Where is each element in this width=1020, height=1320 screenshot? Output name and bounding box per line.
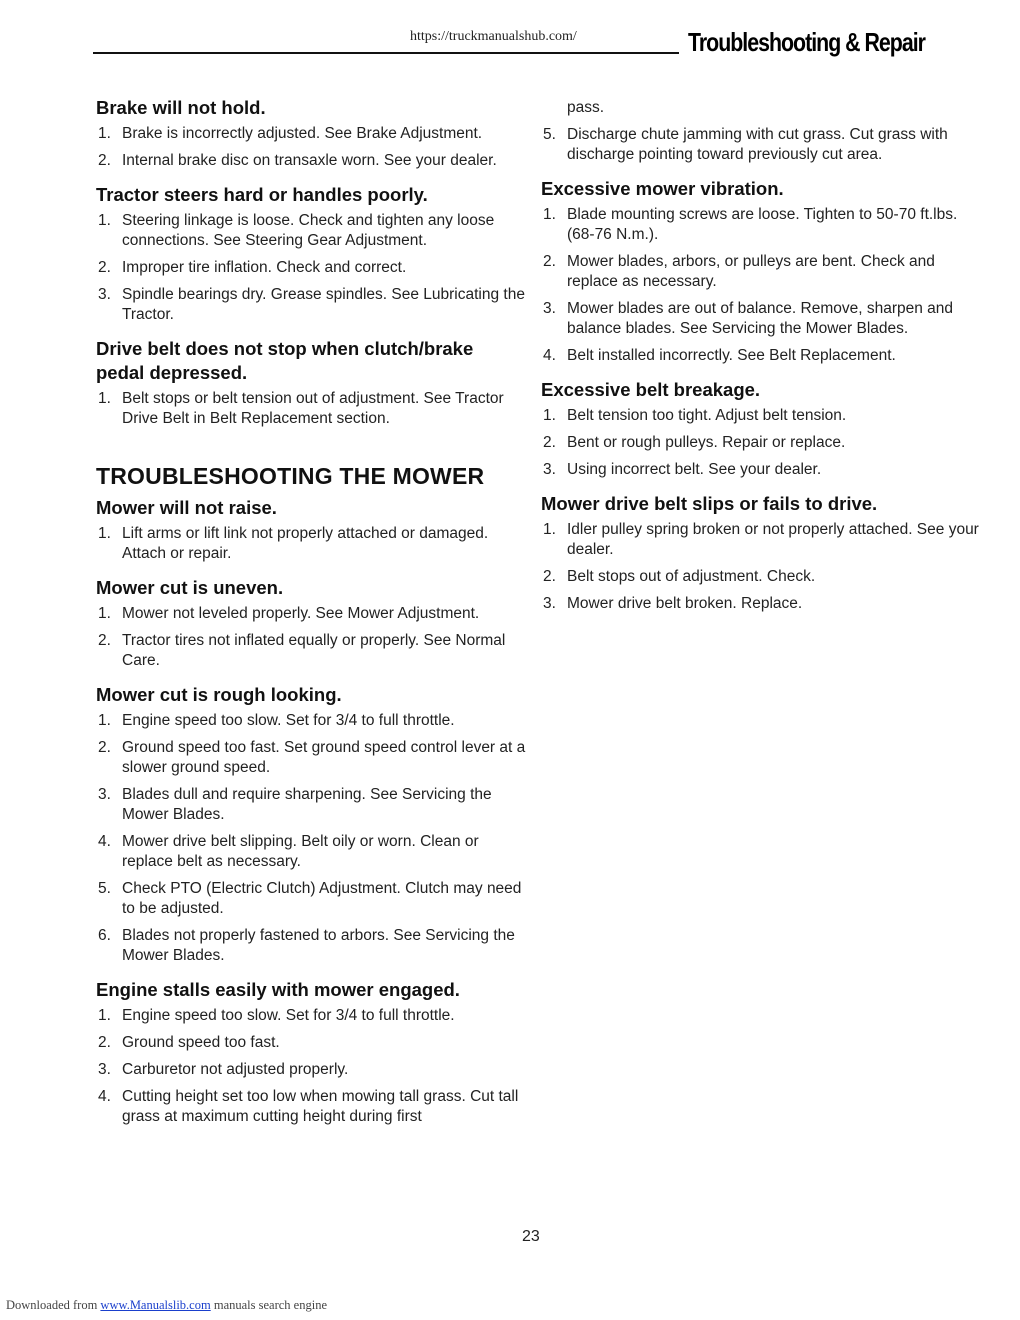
- trouble-group-belt-breakage: [541, 378, 981, 480]
- item-text: Mower drive belt slipping. Belt oily or worn. Clean or replace belt as necessary.: [122, 833, 479, 870]
- trouble-group-vibration: [541, 177, 981, 366]
- item-text: Tractor tires not inflated equally or properly. See Normal Care.: [122, 632, 506, 669]
- list-item: [541, 433, 981, 453]
- list-item: [96, 832, 526, 872]
- item-number: 3.: [98, 286, 111, 303]
- group-heading: Mower cut is rough looking.: [96, 684, 342, 705]
- item-number: 2.: [98, 259, 111, 276]
- group-heading: Tractor steers hard or handles poorly.: [96, 184, 428, 205]
- list-item: [541, 406, 981, 426]
- item-number: 5.: [98, 880, 111, 897]
- item-text: Engine speed too slow. Set for 3/4 to full throttle.: [122, 712, 455, 729]
- footer-link[interactable]: www.Manualslib.com: [100, 1298, 211, 1312]
- list-item: [541, 594, 981, 614]
- item-text: Blades not properly fastened to arbors. See Servicing the Mower Blades.: [122, 927, 515, 964]
- list-item: [96, 285, 526, 325]
- item-list: [96, 124, 526, 171]
- item-number: 1.: [98, 212, 111, 229]
- item-number: 6.: [98, 927, 111, 944]
- list-item: [96, 738, 526, 778]
- item-text: Brake is incorrectly adjusted. See Brake Adjustment.: [122, 125, 483, 142]
- list-item: [96, 1006, 526, 1026]
- item-text: Mower not leveled properly. See Mower Adjustment.: [122, 605, 480, 622]
- list-item: [96, 711, 526, 731]
- item-number: 4.: [543, 347, 556, 364]
- item-list: [96, 604, 526, 671]
- page-title: Troubleshooting & Repair: [688, 27, 925, 57]
- item-number: 2.: [98, 739, 111, 756]
- item-number: 3.: [98, 1061, 111, 1078]
- left-column: [96, 96, 526, 1134]
- group-heading: Mower drive belt slips or fails to drive.: [541, 493, 878, 514]
- list-item: [541, 520, 981, 560]
- list-item: [541, 567, 981, 587]
- trouble-group-mower-raise: [96, 496, 526, 564]
- trouble-group-cut-rough: [96, 683, 526, 966]
- item-text: Mower blades, arbors, or pulleys are bent. Check and replace as necessary.: [567, 253, 935, 290]
- continued-text: pass.: [567, 99, 605, 116]
- group-heading: Drive belt does not stop when clutch/brake pedal depressed.: [96, 338, 474, 383]
- list-item: [96, 631, 526, 671]
- list-item: [541, 205, 981, 245]
- group-heading: Excessive mower vibration.: [541, 178, 784, 199]
- list-item: [96, 604, 526, 624]
- list-item: [541, 252, 981, 292]
- item-text: Belt stops or belt tension out of adjustment. See Tractor Drive Belt in Belt Replacement section.: [122, 390, 504, 427]
- trouble-group-drive-belt: [96, 337, 526, 429]
- item-text: Steering linkage is loose. Check and tighten any loose connections. See Steering Gear Adjustment.: [122, 212, 495, 249]
- group-heading: Mower will not raise.: [96, 497, 277, 518]
- list-item: [96, 1060, 526, 1080]
- list-item: [96, 124, 526, 144]
- item-number: 3.: [543, 300, 556, 317]
- item-number: 1.: [98, 390, 111, 407]
- item-number: 1.: [98, 712, 111, 729]
- list-item: [96, 926, 526, 966]
- item-list: [96, 711, 526, 966]
- footer-suffix: manuals search engine: [213, 1298, 327, 1312]
- item-text: Ground speed too fast.: [122, 1034, 280, 1051]
- item-number: 1.: [98, 605, 111, 622]
- list-item: [541, 125, 981, 165]
- item-text: Mower drive belt broken. Replace.: [567, 595, 803, 612]
- item-number: 3.: [543, 461, 556, 478]
- item-text: Blade mounting screws are loose. Tighten to 50-70 ft.lbs. (68-76 N.m.).: [567, 206, 958, 243]
- item-list: [96, 1006, 526, 1127]
- item-list: [96, 211, 526, 325]
- item-number: 2.: [543, 253, 556, 270]
- list-item: [96, 1033, 526, 1053]
- list-item: [96, 258, 526, 278]
- trouble-group-engine-stalls: [96, 978, 526, 1127]
- right-column: [541, 98, 981, 621]
- list-item: [96, 879, 526, 919]
- group-heading: Engine stalls easily with mower engaged.: [96, 979, 460, 1000]
- footer: [6, 1298, 327, 1313]
- item-list: [96, 524, 526, 564]
- item-list: [541, 205, 981, 366]
- section-title: TROUBLESHOOTING THE MOWER: [96, 463, 485, 489]
- item-list: [541, 125, 981, 165]
- item-text: Mower blades are out of balance. Remove, sharpen and balance blades. See Servicing the Mower Blades.: [567, 300, 954, 337]
- list-item: [541, 460, 981, 480]
- item-text: Belt stops out of adjustment. Check.: [567, 568, 816, 585]
- item-text: Spindle bearings dry. Grease spindles. See Lubricating the Tractor.: [122, 286, 525, 323]
- item-number: 1.: [543, 521, 556, 538]
- group-heading: Brake will not hold.: [96, 97, 266, 118]
- item-text: Check PTO (Electric Clutch) Adjustment. Clutch may need to be adjusted.: [122, 880, 522, 917]
- list-item: [96, 151, 526, 171]
- trouble-group-brake: [96, 96, 526, 171]
- item-text: Carburetor not adjusted properly.: [122, 1061, 349, 1078]
- item-number: 1.: [98, 525, 111, 542]
- item-number: 5.: [543, 126, 556, 143]
- item-number: 1.: [543, 206, 556, 223]
- item-number: 2.: [543, 568, 556, 585]
- item-number: 1.: [543, 407, 556, 424]
- item-text: Bent or rough pulleys. Repair or replace.: [567, 434, 846, 451]
- list-item: [96, 785, 526, 825]
- item-number: 2.: [543, 434, 556, 451]
- item-text: Discharge chute jamming with cut grass. Cut grass with discharge pointing toward previously cut area.: [567, 126, 948, 163]
- item-text: Using incorrect belt. See your dealer.: [567, 461, 822, 478]
- item-number: 2.: [98, 1034, 111, 1051]
- item-text: Idler pulley spring broken or not properly attached. See your dealer.: [567, 521, 979, 558]
- item-list: [541, 520, 981, 614]
- item-number: 4.: [98, 1088, 111, 1105]
- list-item: [96, 524, 526, 564]
- trouble-group-steering: [96, 183, 526, 325]
- list-item: [541, 346, 981, 366]
- header-url: https://truckmanualshub.com/: [410, 29, 577, 44]
- item-number: 2.: [98, 152, 111, 169]
- item-text: Cutting height set too low when mowing tall grass. Cut tall grass at maximum cutting height during first: [122, 1088, 519, 1125]
- list-item: [96, 389, 526, 429]
- header-rule: [93, 52, 679, 54]
- item-number: 3.: [98, 786, 111, 803]
- page-number: 23: [522, 1228, 540, 1245]
- list-item: [96, 211, 526, 251]
- item-text: Internal brake disc on transaxle worn. See your dealer.: [122, 152, 497, 169]
- item-number: 2.: [98, 632, 111, 649]
- group-heading: Excessive belt breakage.: [541, 379, 761, 400]
- item-text: Ground speed too fast. Set ground speed control lever at a slower ground speed.: [122, 739, 526, 776]
- item-text: Belt tension too tight. Adjust belt tension.: [567, 407, 847, 424]
- item-list: [96, 389, 526, 429]
- item-number: 4.: [98, 833, 111, 850]
- list-item: [96, 1087, 526, 1127]
- trouble-group-belt-slips: [541, 492, 981, 614]
- item-text: Lift arms or lift link not properly attached or damaged. Attach or repair.: [122, 525, 489, 562]
- item-text: Belt installed incorrectly. See Belt Replacement.: [567, 347, 896, 364]
- item-text: Improper tire inflation. Check and correct.: [122, 259, 407, 276]
- item-list: [541, 406, 981, 480]
- item-number: 1.: [98, 125, 111, 142]
- item-text: Engine speed too slow. Set for 3/4 to full throttle.: [122, 1007, 455, 1024]
- list-item: [541, 299, 981, 339]
- item-text: Blades dull and require sharpening. See Servicing the Mower Blades.: [122, 786, 492, 823]
- trouble-group-cut-uneven: [96, 576, 526, 671]
- item-number: 1.: [98, 1007, 111, 1024]
- item-number: 3.: [543, 595, 556, 612]
- group-heading: Mower cut is uneven.: [96, 577, 284, 598]
- footer-prefix: Downloaded from: [6, 1298, 98, 1312]
